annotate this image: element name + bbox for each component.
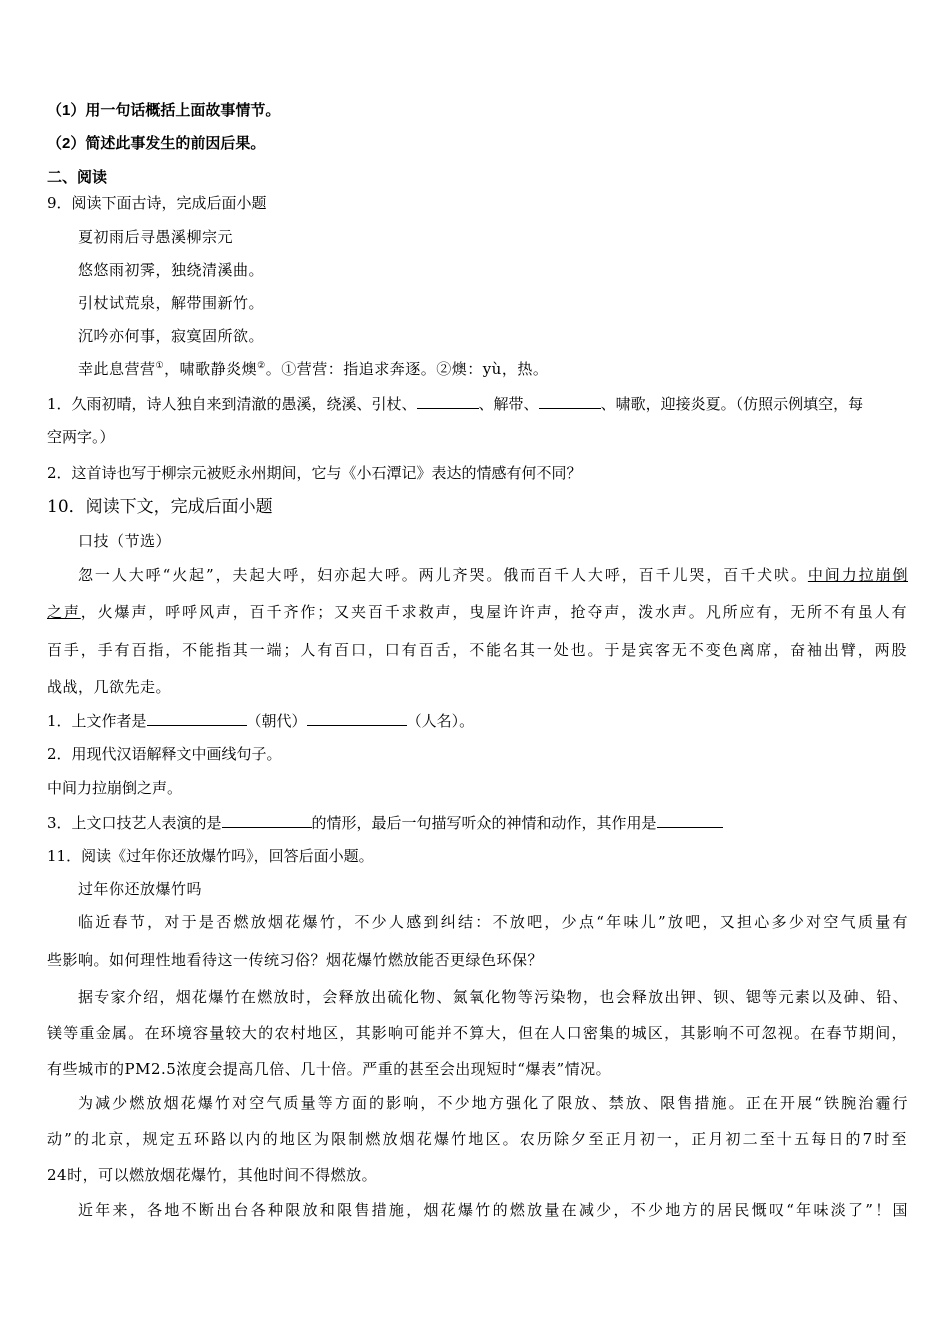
passage-text: ，火爆声，呼呼风声，百千齐作；又夹百千求救声，曳屋许许声，抢夺声，泼水声。凡所应有，无所不有虽人有 (80, 603, 907, 621)
answer-blank-dynasty[interactable] (147, 710, 247, 726)
passage-text: 忽一人大呼“火起”，夫起大呼，妇亦起大呼。两儿齐哭。俄而百千人大呼，百千儿哭，百千犬吠。 (78, 566, 808, 584)
passage-title: 口技（节选） (78, 532, 172, 550)
article-p1-line-2: 些影响。如何理性地看待这一传统习俗？烟花爆竹燃放能否更绿色环保？ (47, 951, 544, 969)
q9-sub2: 2．这首诗也写于柳宗元被贬永州期间，它与《小石潭记》表达的情感有何不同？ (47, 464, 582, 482)
poem-line-4-part-a: 幸此息营营 (78, 360, 156, 378)
underlined-sentence-part-1: 中间力拉崩倒 (807, 566, 908, 584)
answer-blank[interactable] (417, 393, 479, 409)
poem-line-1: 悠悠雨初霁，独绕清溪曲。 (78, 261, 265, 279)
question-2-prompt: （2）简述此事发生的前因后果。 (47, 135, 266, 152)
q10-sub3-text-a: 3．上文口技艺人表演的是 (47, 814, 222, 832)
article-p3-line-3: 24时，可以燃放烟花爆竹，其他时间不得燃放。 (47, 1166, 378, 1184)
q10-sub2: 2．用现代汉语解释文中画线句子。 (47, 745, 282, 763)
q9-stem: 9．阅读下面古诗，完成后面小题 (47, 194, 267, 212)
article-p4-line-1: 近年来，各地不断出台各种限放和限售措施，烟花爆竹的燃放量在减少，不少地方的居民慨叹“年味淡了”！国 (78, 1201, 908, 1219)
passage-line-3: 百手，手有百指，不能指其一端；人有百口，口有百舌，不能名其一处也。于是宾客无不变色离席，奋袖出臂，两股 (47, 641, 907, 659)
q11-stem: 11．阅读《过年你还放爆竹吗》，回答后面小题。 (47, 847, 374, 865)
underlined-sentence-part-2: 之声 (47, 603, 81, 621)
article-p1-line-1: 临近春节，对于是否燃放烟花爆竹，不少人感到纠结：不放吧，少点“年味儿”放吧，又担心多少对空气质量有 (78, 913, 908, 931)
passage-line-1 (78, 565, 908, 585)
poem-notes: 。①营营：指追求奔逐。②燠：yù，热。 (265, 360, 549, 378)
poem-line-4-with-notes (78, 359, 908, 379)
q9-sub1-text-c: 、啸歌，迎接炎夏。（仿照示例填空，每 (600, 395, 864, 413)
q10-sub1-text-a: 1．上文作者是 (47, 712, 147, 730)
q9-sub1-text-a: 1．久雨初晴，诗人独自来到清澈的愚溪，绕溪、引杖、 (47, 395, 417, 413)
poem-line-3: 沉吟亦何事，寂寞固所欲。 (78, 327, 265, 345)
q10-sub1-text-b: （朝代） (246, 712, 307, 730)
note-marker-2: ② (257, 361, 266, 371)
q10-sub3 (47, 812, 907, 833)
q9-sub1 (47, 393, 907, 414)
poem-line-4-part-b: ，啸歌静炎燠 (164, 360, 258, 378)
poem-title: 夏初雨后寻愚溪柳宗元 (78, 228, 234, 246)
passage-line-2 (47, 602, 907, 622)
section-heading: 二、阅读 (47, 169, 108, 186)
poem-line-2: 引杖试荒泉，解带围新竹。 (78, 294, 265, 312)
q10-sub1 (47, 710, 907, 731)
q10-sub2-quote: 中间力拉崩倒之声。 (47, 779, 183, 797)
answer-blank-author[interactable] (307, 710, 407, 726)
answer-blank[interactable] (222, 812, 312, 828)
q10-sub3-text-b: 的情形，最后一句描写听众的神情和动作，其作用是 (311, 814, 657, 832)
note-marker-1: ① (155, 361, 165, 371)
answer-blank[interactable] (539, 393, 601, 409)
answer-blank[interactable] (657, 812, 723, 828)
q10-sub1-text-c: （人名）。 (406, 712, 475, 730)
article-p2-line-1: 据专家介绍，烟花爆竹在燃放时，会释放出硫化物、氮氧化物等污染物，也会释放出钾、钡、锶等元素以及砷、铅、 (78, 988, 908, 1006)
question-1-prompt: （1）用一句话概括上面故事情节。 (47, 102, 281, 119)
article-title: 过年你还放爆竹吗 (78, 880, 203, 898)
q9-sub1-text-b: 、解带、 (478, 395, 539, 413)
article-p2-line-2: 镁等重金属。在环境容量较大的农村地区，其影响可能并不算大，但在人口密集的城区，其影响不可忽视。在春节期间， (47, 1024, 907, 1042)
article-p3-line-2: 动”的北京，规定五环路以内的地区为限制燃放烟花爆竹地区。农历除夕至正月初一，正月初二至十五每日的7时至 (47, 1130, 907, 1148)
q9-sub1-continued: 空两字。） (47, 428, 115, 446)
article-p3-line-1: 为减少燃放烟花爆竹对空气质量等方面的影响，不少地方强化了限放、禁放、限售措施。正在开展“铁腕治霾行 (78, 1094, 908, 1112)
article-p2-line-3: 有些城市的PM2.5浓度会提高几倍、几十倍。严重的甚至会出现短时“爆表”情况。 (47, 1060, 612, 1078)
q10-stem: 10．阅读下文，完成后面小题 (47, 497, 273, 517)
passage-line-4: 战战，几欲先走。 (47, 678, 172, 696)
